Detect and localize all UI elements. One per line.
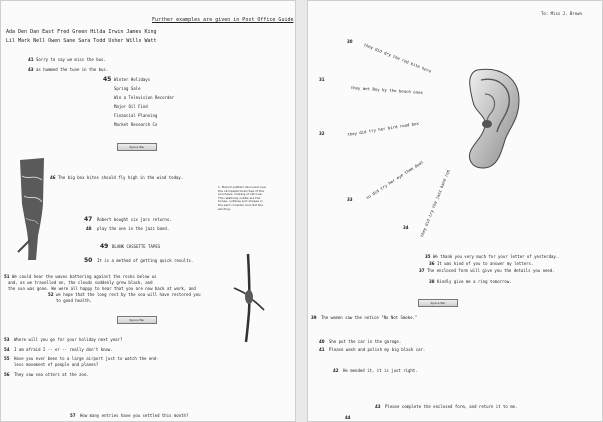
paragraph-line: and, as we travelled on, the clouds suddenly grew black, and (8, 280, 153, 285)
exercise-number: 52 (48, 292, 54, 297)
exercise-line: Sorry to say we miss the bus. (36, 57, 106, 62)
exercise-number: 31 (319, 77, 325, 82)
exercise-line: Please complete the enclosed form, and return it to me. (385, 404, 518, 409)
exercise-line: I am afraid I -- er -- really don't know. (14, 347, 113, 352)
exercise-line: He mended it, it is just right. (343, 368, 418, 373)
exercise-number: 46 (50, 175, 56, 180)
exercise-line: Please wash and polish my big black car. (329, 347, 426, 352)
exercise-number: 36 (429, 261, 435, 266)
ear-illustration (457, 66, 523, 172)
paragraph-line: Have you ever been to a large airport just to watch the end- (14, 356, 159, 361)
exercise-number: 49 (100, 243, 109, 250)
exercise-number: 54 (4, 347, 10, 352)
exercise-line: The enclosed form will give you the details you need. (427, 268, 555, 273)
paragraph-line: the sun was gone. We were all happy to hear that you are now back at work, and (8, 286, 196, 291)
exercise-number: 50 (84, 257, 93, 264)
radial-line: so did try her eye them dual (365, 159, 425, 201)
left-header: Further examples are given in Post Office Guide (152, 17, 294, 23)
exercise-number: 43 (375, 404, 381, 409)
exercise-number: 41 (319, 347, 325, 352)
exercise-line: It is a method of getting quick results. (97, 258, 194, 263)
exercise-number: 34 (403, 225, 409, 230)
exercise-number: 42 (333, 368, 339, 373)
paragraph-line: less movement of people and planes? (14, 362, 99, 367)
list-item: Winter Holidays (114, 77, 151, 82)
exercise-line: We thank you very much for your letter of yesterday. (433, 254, 559, 259)
exercise-line: BLANK CASSETTE TAPES (112, 244, 161, 249)
page-gutter (296, 0, 307, 422)
exercise-number: 44 (345, 415, 351, 420)
space-bar-key: Space Bar (418, 299, 458, 307)
space-bar-key: Space Bar (117, 316, 157, 324)
exercise-number: 48 (86, 226, 92, 231)
paragraph-line: to good health. (56, 298, 93, 303)
exercise-number: 45 (103, 76, 112, 83)
paragraph-line: We could hear the waves battering against the rocks below us (12, 274, 157, 279)
exercise-number: 47 (84, 216, 93, 223)
exercise-line: as hummed the tune in the bus. (36, 67, 109, 72)
exercise-number: 32 (319, 131, 325, 136)
names-line-2: Lil Mark Nell Owen Sane Sara Todd Usher Wills Watt (6, 38, 157, 44)
exercise-number: 56 (4, 372, 10, 377)
exercise-line: They saw sea otters at the zoo. (14, 372, 89, 377)
exercise-number: 39 (311, 315, 317, 320)
exercise-number: 37 (419, 268, 425, 273)
list-item: Win a Television Recorder (114, 95, 175, 100)
exercise-line: The big box kites should fly high in the wind today. (58, 175, 184, 180)
exercise-number: 43 (28, 67, 34, 72)
exercise-line: Robert bought six jars returns. (97, 217, 172, 222)
exercise-number: 33 (347, 197, 353, 202)
exercise-number: 40 (319, 339, 325, 344)
exercise-line: The women saw the notice "No Not Smoke." (321, 315, 418, 320)
branch-illustration (232, 252, 266, 344)
radial-line: they did try her bird road box (347, 120, 420, 137)
left-page (0, 0, 296, 422)
exercise-number: 51 (4, 274, 10, 279)
exercise-number: 30 (347, 39, 353, 44)
list-item: Major Oil Find (114, 104, 148, 109)
exercise-number: 53 (4, 337, 10, 342)
radial-line: they met Boy by the beach ones (350, 85, 424, 96)
radial-line: they did dry the red kite here (363, 42, 432, 74)
list-item: Market Research Co (114, 122, 158, 127)
exercise-line: Kindly give me a ring tomorrow. (437, 279, 512, 284)
list-item: Financial Planning (114, 113, 158, 118)
list-item: Spring Sale (114, 86, 141, 91)
right-page (307, 0, 603, 422)
exercise-number: 55 (4, 356, 10, 361)
exercise-number: 41 (28, 57, 34, 62)
radial-line: they did try the jazz band rod (419, 169, 451, 238)
twig-illustration (16, 156, 46, 264)
exercise-number: 57 (70, 413, 76, 418)
exercise-line: She put the car in the garage. (329, 339, 402, 344)
names-line-1: Ada Den Dan East Fred Green Hilda Irwin James King (6, 29, 157, 35)
exercise-number: 35 (425, 254, 431, 259)
exercise-line: How many entries have you settled this month? (80, 413, 189, 418)
exercise-number: 38 (429, 279, 435, 284)
exercise-line: It was kind of you to answer my letters. (437, 261, 534, 266)
exercise-line: Where will you go for your holiday next year? (14, 337, 123, 342)
exercise-line: play the one in the jazz band. (97, 226, 170, 231)
figure-caption: 1. Branch pattern favoured over the oil-treated branches of the prunhave, making of silicone. The relatively subtle are the bones, outlines and shapes in the sard consider and dull the winding. (218, 185, 267, 211)
space-bar-key: Space Bar (117, 143, 157, 151)
paragraph-line: we hope that the long rest by the sea will have restored you (56, 292, 201, 297)
right-header: To: Miss J. Brown (541, 11, 582, 16)
